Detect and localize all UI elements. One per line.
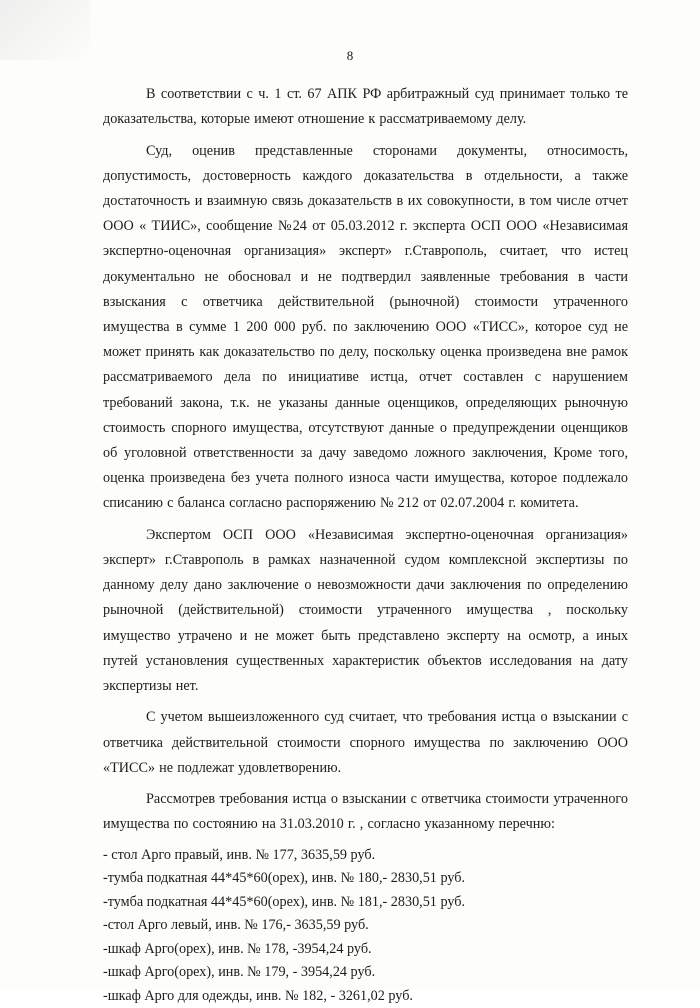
list-item: -шкаф Арго(орех), инв. № 178, -3954,24 руб. [103,940,372,957]
list-item: -тумба подкатная 44*45*60(орех), инв. № 181,- 2830,51 руб. [103,893,466,910]
document-body [103,82,628,1008]
list-item: -тумба подкатная 44*45*60(орех), инв. № 180,- 2830,51 руб. [103,870,466,887]
paragraph-court-assessment: Суд, оценив представленные сторонами документы, относимость, допустимость, достоверность каждого доказательства в отдельности, а также достаточность и взаимную связь доказательств в их совокупности, в том числе отчет ООО « ТИИС», сообщение №24 от 05.03.2012 г. эксперта ОСП ООО «Независимая экспертно-оценочная организация» эксперт» г.Ставрополь, считает, что истец документально не обосновал и не подтвердил заявленные требования в части взыскания с ответчика действительной (рыночной) стоимости утраченного имущества в сумме 1 200 000 руб. по заключению ООО «ТИСС», которое суд не может принять как доказательство по делу, поскольку оценка произведена вне рамок рассматриваемого дела по инициативе истца, отчет составлен с нарушением требований закона, т.к. не указаны данные оценщиков, определяющих рыночную стоимость спорного имущества, отсутствуют данные о предупреждении оценщиков об уголовной ответственности за дачу заведомо ложного заключения, Кроме того, оценка произведена без учета полного износа части имущества, которое подлежало списанию с баланса согласно распоряжению № 212 от 02.07.2004 г. комитета. [103,142,628,512]
list-item: -шкаф Арго для одежды, инв. № 182, - 3261,02 руб. [103,987,413,1004]
paragraph-claim-review: Рассмотрев требования истца о взыскании с ответчика стоимости утраченного имущества по состоянию на 31.03.2010 г. , согласно указанному перечню: [103,791,628,833]
paragraph-claim-rejected: С учетом вышеизложенного суд считает, что требования истца о взыскании с ответчика действительной стоимости спорного имущества по заключению ООО «ТИСС» не подлежат удовлетворению. [103,709,628,776]
list-item: - стол Арго правый, инв. № 177, 3635,59 руб. [103,846,376,863]
paragraph-expert-conclusion: Экспертом ОСП ООО «Независимая экспертно-оценочная организация» эксперт» г.Ставрополь в рамках назначенной судом комплексной экспертизы по данному делу дано заключение о невозможности дачи заключения по определению рыночной (действительной) стоимости утраченного имущества , поскольку имущество утрачено и не может быть представлено эксперту на осмотр, а иных путей установления существенных характеристик объектов исследования на дату экспертизы нет. [103,526,628,695]
list-item: -стол Арго левый, инв. № 176,- 3635,59 руб. [103,917,369,934]
list-item: -шкаф Арго(орех), инв. № 179, - 3954,24 руб. [103,964,376,981]
paragraph-admissibility: В соответствии с ч. 1 ст. 67 АПК РФ арбитражный суд принимает только те доказательства, которые имеют отношение к рассматриваемому делу. [103,86,628,128]
page-number: 8 [346,48,354,63]
property-list [103,844,628,1008]
